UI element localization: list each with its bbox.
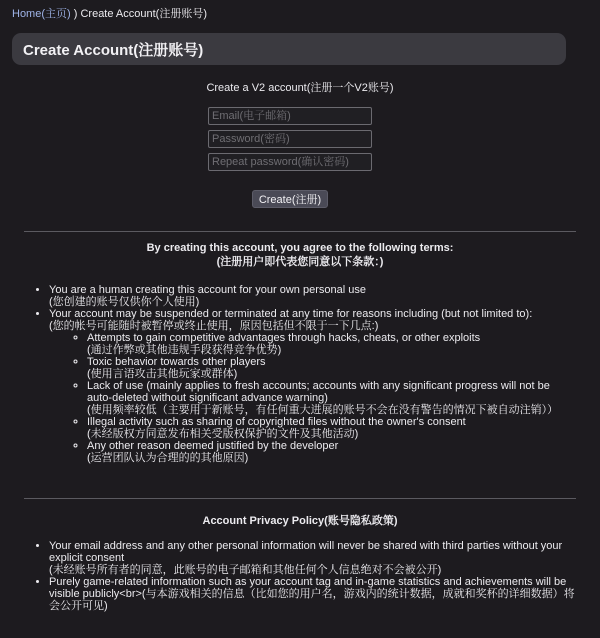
suspension-reasons-list: [49, 332, 576, 464]
reason-text: ◦ Attempts to gain competitive advantages through hacks, cheats, or other exploits: [87, 332, 481, 344]
privacy-item: [49, 540, 576, 576]
privacy-item-text: • Your email address and any other personal information will never be shared with third parties without your explicit consent: [49, 540, 563, 564]
privacy-item: [49, 576, 576, 612]
reason-translation: (未经版权方同意发布相关受版权保护的文件及其他活动): [87, 428, 359, 440]
form-subtitle: Create a V2 account(注册一个V2账号): [206, 82, 394, 94]
terms-item-text: • Your account may be suspended or terminated at any time for reasons including (but not limited to):: [49, 308, 533, 320]
divider: [24, 231, 576, 232]
breadcrumb-home-link[interactable]: Home(主页): [12, 8, 71, 20]
breadcrumb-current: Create Account(注册账号): [80, 8, 208, 20]
terms-title-cn: (注册用户即代表您同意以下条款：): [216, 256, 384, 268]
reason-text: ◦ Toxic behavior towards other players: [87, 356, 266, 368]
page-title: Create Account(注册账号): [23, 42, 204, 59]
reason-item: [87, 380, 576, 416]
create-button[interactable]: Create(注册): [252, 190, 328, 208]
repeat-password-field[interactable]: [208, 153, 372, 171]
reason-item: [87, 356, 576, 380]
reason-item: [87, 416, 576, 440]
terms-item-translation: (您的帐号可能随时被暂停或终止使用，原因包括但不限于一下几点:): [49, 320, 379, 332]
privacy-item-translation: (未经账号所有者的同意，此账号的电子邮箱和其他任何个人信息绝对不会被公开): [49, 564, 442, 576]
password-field[interactable]: [208, 130, 372, 148]
terms-title: By creating this account, you agree to the following terms:: [146, 242, 454, 254]
terms-item-text: • You are a human creating this account for your own personal use: [49, 284, 366, 296]
privacy-list: [36, 540, 576, 612]
reason-text: ◦ Any other reason deemed justified by the developer: [87, 440, 339, 452]
reason-translation: (使用言语攻击其他玩家或群体): [87, 368, 238, 380]
page-header: [12, 33, 566, 65]
breadcrumb: [12, 5, 207, 21]
reason-translation: (运营团队认为合理的的其他原因): [87, 452, 249, 464]
terms-item: [49, 308, 576, 464]
terms-list: [36, 284, 576, 464]
reason-item: [87, 440, 576, 464]
breadcrumb-separator: ): [73, 8, 78, 20]
terms-item-translation: (您创建的账号仅供你个人使用): [49, 296, 200, 308]
reason-text: ◦ Lack of use (mainly applies to fresh accounts; accounts with any significant progress will not be auto-deleted without significant advance warning): [87, 380, 550, 404]
privacy-title: Account Privacy Policy(账号隐私政策): [202, 515, 398, 527]
privacy-item-text: • Purely game-related information such as your account tag and in-game statistics and achievements will be visible publicly<br>(与本游戏相关的信息（比如您的用户名，游戏内的统计数据，成就和奖杯的详细数据）将会公开可见): [49, 576, 575, 612]
divider: [24, 498, 576, 499]
reason-translation: (通过作弊或其他违规手段获得竞争优势): [87, 344, 282, 356]
reason-translation: (使用频率较低（主要用于新账号，有任何重大进展的账号不会在没有警告的情况下被自动注销））: [87, 404, 559, 416]
terms-item: [49, 284, 576, 308]
reason-item: [87, 332, 576, 356]
terms-heading: [0, 241, 600, 269]
email-field[interactable]: [208, 107, 372, 125]
reason-text: ◦ Illegal activity such as sharing of copyrighted files without the owner's consent: [87, 416, 466, 428]
